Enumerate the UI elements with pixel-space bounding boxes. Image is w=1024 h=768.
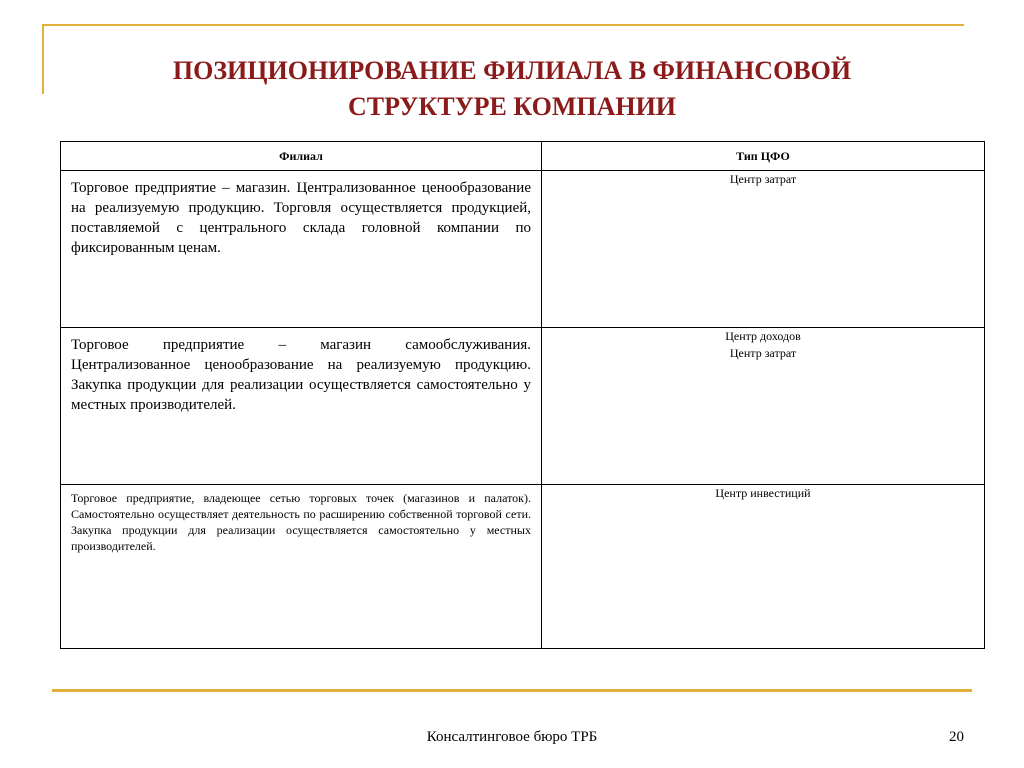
branch-description: Торговое предприятие – магазин. Централизованное ценообразование на реализуемую продукцию. Торговля осуществляется продукцией, поставляемой с центрального склада головной компании по фиксированным ценам. xyxy=(71,180,531,256)
footer-divider xyxy=(52,689,972,692)
cfo-type-label: Центр затрат xyxy=(729,172,797,186)
table-row xyxy=(61,328,985,485)
table-header-row xyxy=(61,142,985,171)
cfo-type-cell xyxy=(542,171,985,328)
cfo-type-label: Центр инвестиций xyxy=(715,486,811,500)
page-number: 20 xyxy=(949,729,964,745)
table-row xyxy=(61,485,985,649)
slide-title xyxy=(80,53,944,125)
slide-title-line-1: ПОЗИЦИОНИРОВАНИЕ ФИЛИАЛА В ФИНАНСОВОЙ xyxy=(172,56,852,86)
branch-description: Торговое предприятие – магазин самообслуживания. Централизованное ценообразование на реализуемую продукцию. Закупка продукции для реализации осуществляется самостоятельно у местных производителей. xyxy=(71,337,531,413)
cfo-type-cell xyxy=(542,485,985,649)
slide-title-line-2: СТРУКТУРЕ КОМПАНИИ xyxy=(347,92,677,122)
branch-cell xyxy=(61,328,542,485)
branch-description: Торговое предприятие, владеющее сетью торговых точек (магазинов и палаток). Самостоятельно осуществляет деятельность по расширению собственной торговой сети. Закупка продукции для реализации осуществляется самостоятельно у местных производителей. xyxy=(71,491,531,553)
branch-positioning-table xyxy=(60,141,985,649)
branch-cell xyxy=(61,171,542,328)
header-cfo-type: Тип ЦФО xyxy=(542,142,985,171)
cfo-type-label: Центр доходов xyxy=(725,329,801,343)
header-branch: Филиал xyxy=(61,142,542,171)
footer-company: Консалтинговое бюро ТРБ xyxy=(426,729,598,745)
branch-cell xyxy=(61,485,542,649)
top-accent-line xyxy=(42,24,964,26)
cfo-type-cell xyxy=(542,328,985,485)
table-row xyxy=(61,171,985,328)
cfo-type-label: Центр затрат xyxy=(729,346,797,360)
left-accent-line xyxy=(42,24,44,94)
